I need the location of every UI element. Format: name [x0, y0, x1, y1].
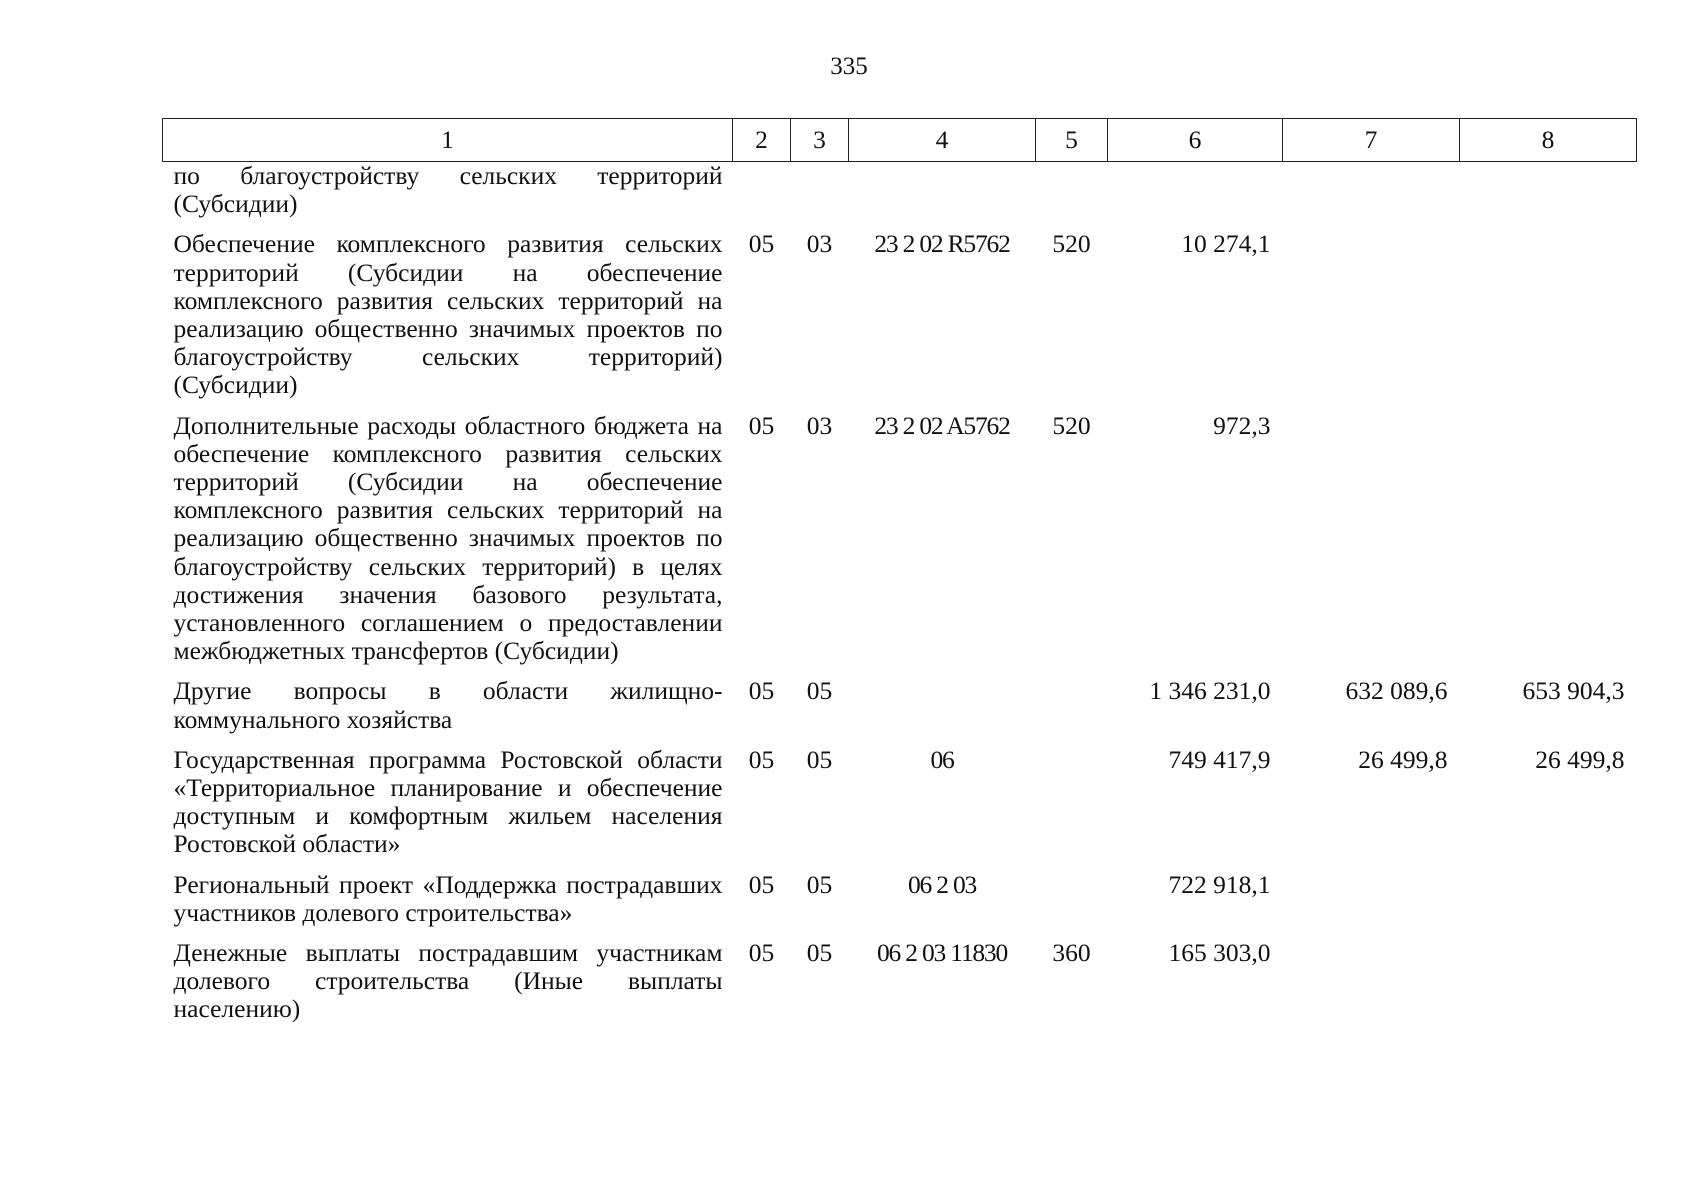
table-row: [163, 162, 1637, 231]
column-header: 4: [849, 119, 1036, 162]
target-article-code: 23 2 02 R5762: [874, 229, 1010, 259]
row-name: Денежные выплаты пострадавшим участникам долевого строительства (Иные выплаты населению): [173, 938, 723, 1024]
table-row: [163, 412, 1637, 678]
amount-col-7: 632 089,6: [1345, 676, 1448, 706]
amount-col-7: [1283, 939, 1460, 1036]
amount-col-8: 26 499,8: [1535, 744, 1625, 774]
column-header: 7: [1283, 119, 1460, 162]
amount-col-8: [1460, 871, 1637, 939]
target-article-code: 23 2 02 A5762: [874, 410, 1010, 440]
target-article-code: 06 2 03: [907, 869, 977, 899]
amount-col-8: [1460, 939, 1637, 1036]
amount-col-6: 1 346 231,0: [1149, 676, 1271, 706]
section-code: 05: [748, 744, 775, 774]
amount-col-8: [1460, 230, 1637, 411]
section-code: 05: [748, 676, 775, 706]
amount-col-6: 972,3: [1213, 410, 1271, 440]
subsection-code: 05: [806, 676, 833, 706]
row-name: Дополнительные расходы областного бюджета на обеспечение комплексного развития сельских территорий (Субсидии на обеспечение комплексного развития сельских территорий на реализацию общественно значимых проектов по благоустройству сельских территорий) в целях достижения значения базового результата, установленного соглашением о предоставлении межбюджетных трансфертов (Субсидии): [173, 410, 723, 666]
expense-type-code: 520: [1052, 410, 1091, 440]
amount-col-7: [1283, 871, 1460, 939]
subsection-code: [791, 162, 849, 231]
table-row: [163, 230, 1637, 411]
expense-type-code: [1036, 746, 1108, 871]
table-header-row: [163, 119, 1637, 162]
table-row: [163, 746, 1637, 871]
row-name: Другие вопросы в области жилищно-коммунального хозяйства: [173, 676, 723, 734]
subsection-code: 03: [806, 410, 833, 440]
amount-col-7: [1283, 162, 1460, 231]
column-header: 1: [163, 119, 733, 162]
target-article-code: [849, 677, 1036, 745]
amount-col-7: [1283, 412, 1460, 678]
section-code: 05: [748, 229, 775, 259]
amount-col-6: 165 303,0: [1168, 938, 1271, 968]
amount-col-7: 26 499,8: [1358, 744, 1448, 774]
expense-type-code: 360: [1052, 938, 1091, 968]
amount-col-6: [1108, 162, 1283, 231]
column-header: 2: [733, 119, 791, 162]
section-code: [733, 162, 791, 231]
target-article-code: [849, 162, 1036, 231]
target-article-code: 06: [930, 744, 954, 774]
table-row: [163, 871, 1637, 939]
column-header: 3: [791, 119, 849, 162]
section-code: 05: [748, 938, 775, 968]
table-row: [163, 677, 1637, 745]
amount-col-7: [1283, 230, 1460, 411]
amount-col-8: [1460, 162, 1637, 231]
expense-type-code: 520: [1052, 229, 1091, 259]
amount-col-6: 749 417,9: [1168, 744, 1271, 774]
subsection-code: 05: [806, 938, 833, 968]
expense-type-code: [1036, 677, 1108, 745]
amount-col-6: 722 918,1: [1168, 869, 1271, 899]
row-name: по благоустройству сельских территорий (Субсидии): [173, 161, 723, 219]
target-article-code: 06 2 03 11830: [876, 938, 1008, 968]
subsection-code: 05: [806, 744, 833, 774]
row-name: Обеспечение комплексного развития сельских территорий (Субсидии на обеспечение комплексного развития сельских территорий на реализацию общественно значимых проектов по благоустройству сельских территорий) (Субсидии): [173, 229, 723, 400]
row-name: Региональный проект «Поддержка пострадавших участников долевого строительства»: [173, 869, 723, 927]
amount-col-8: 653 904,3: [1522, 676, 1625, 706]
expense-type-code: [1036, 162, 1108, 231]
budget-table: [162, 118, 1637, 1036]
table-row: [163, 939, 1637, 1036]
amount-col-8: [1460, 412, 1637, 678]
section-code: 05: [748, 410, 775, 440]
column-header: 5: [1036, 119, 1108, 162]
page-number: 335: [830, 53, 868, 80]
subsection-code: 05: [806, 869, 833, 899]
expense-type-code: [1036, 871, 1108, 939]
column-header: 6: [1108, 119, 1283, 162]
column-header: 8: [1460, 119, 1637, 162]
subsection-code: 03: [806, 229, 833, 259]
amount-col-6: 10 274,1: [1181, 229, 1271, 259]
section-code: 05: [748, 869, 775, 899]
row-name: Государственная программа Ростовской области «Территориальное планирование и обеспечение доступным и комфортным жильем населения Ростовской области»: [173, 744, 723, 859]
